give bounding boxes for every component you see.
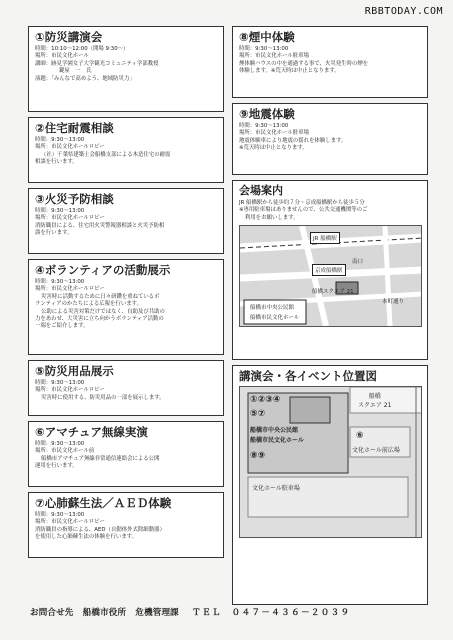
aed-line: を使用した心肺蘇生法の体験を行います。 (35, 534, 137, 541)
venue-line: JR 船橋駅から徒歩約７分・京成船橋駅から徒歩５分 (239, 200, 365, 206)
volunteer-line: 場所：市民文化ホールロビー (35, 286, 105, 293)
volunteer-line: 災害時に活動するために日々研鑽を重ねているボ (41, 293, 160, 300)
jr-station-label: JR 船橋駅 (310, 232, 340, 244)
radio-line: 運用を行います。 (35, 463, 78, 470)
venue-title: 会場案内 (239, 184, 283, 197)
volunteer-line: 力をあわせ、大災害に立ち向かうボランティア活動の (35, 316, 164, 323)
contact-dept: 危機管理課 (135, 608, 179, 618)
quake-line: 時間：9:30～13:00 (239, 123, 289, 129)
smoke-line: 時間：9:30～13:00 (239, 46, 289, 52)
lecture-section (28, 26, 224, 112)
lecture-line: 演題：「みんなで高めよう、地域防災力」 (35, 75, 135, 82)
contact-office: 船橋市役所 (82, 608, 127, 618)
radio-line: 時間：9:30～13:00 (35, 441, 85, 447)
quake-line: 場所：市民文化ホール駐車場 (239, 130, 309, 137)
contact-phone: ＴＥＬ ０４７－４３６－２０３９ (192, 608, 351, 618)
lecture-title: ①防災講演会 (35, 30, 103, 44)
volunteer-line: 時間：9:30～13:00 (35, 279, 85, 285)
goods-line: 場所：市民文化ホールロビー (35, 387, 105, 394)
goods-line: 時間：9:30～13:00 (35, 380, 85, 386)
volunteer-line: 公助による災害対策だけではなく、自助及び共助の (41, 308, 165, 315)
layout-section (232, 365, 428, 605)
left-column (28, 26, 224, 563)
aed-title: ⑦心肺蘇生法／ＡＥＤ体験 (35, 496, 172, 510)
smoke-line: 煙体験ハウスの中を通過する事で、火災発生時の煙を (239, 60, 369, 67)
housing-line: 相談を行います。 (35, 159, 78, 166)
goods-section (28, 360, 224, 416)
smoke-section (232, 26, 428, 98)
site-watermark: RBBTODAY.COM (364, 6, 443, 17)
quake-title: ⑨地震体験 (239, 107, 295, 121)
aed-line: 場所：市民文化ホールロビー (35, 519, 105, 526)
honcho-street-label: 本町通り (382, 299, 405, 306)
quake-line: ※荒天時は中止となります。 (239, 145, 308, 152)
layout-community-hall-label: 船橋市中央公民館 (250, 427, 299, 434)
event-layout-shapes (240, 387, 422, 537)
fire-section (28, 188, 224, 254)
housing-line: （社）千葉県建築士会船橋支部による木造住宅の耐震 (41, 151, 171, 158)
aed-line: 消防職員の指導による、AED（自動体外式除細動器） (35, 526, 165, 533)
fire-line: 談を行います。 (35, 230, 73, 237)
right-column (232, 26, 428, 610)
aed-section (28, 492, 224, 558)
contact-label: お問合せ先 (30, 608, 74, 618)
radio-line: 船橋市アマチュア無線非常通信連絡会による公開 (41, 455, 160, 462)
lecture-line: 講師：跡見学園女子大学観光コミュニティ学部教授 (35, 60, 159, 67)
lecture-line: 時間：10:10～12:00（開場 9:30～） (35, 46, 129, 52)
venue-line: ※専用駐車場はありませんので、公共交通機関等のご (239, 207, 368, 214)
access-map (239, 225, 422, 327)
radio-title: ⑥アマチュア無線実演 (35, 425, 148, 439)
layout-numbers-row3: ⑥ (356, 431, 364, 441)
south-exit-label: 南口 (352, 259, 364, 266)
layout-numbers-row4: ⑧⑨ (250, 451, 266, 461)
radio-line: 場所：市民文化ホール前 (35, 448, 95, 455)
square-label: 船橋 スクエア 21 (358, 393, 392, 409)
contact-footer (30, 606, 430, 618)
keisei-station-label: 京成船橋駅 (312, 264, 346, 276)
plaza-label: 文化ホール前広場 (352, 447, 400, 454)
housing-title: ②住宅耐震相談 (35, 121, 114, 135)
fire-title: ③火災予防相談 (35, 192, 114, 206)
housing-line: 場所：市民文化ホールロビー (35, 144, 105, 151)
smoke-line: 体験します。※荒天時は中止となります。 (239, 68, 340, 75)
face-building-label: 船橋スクエア 21 (312, 289, 354, 296)
culture-hall-label: 船橋市民文化ホール (248, 312, 301, 322)
smoke-line: 場所：市民文化ホール駐車場 (239, 53, 309, 60)
layout-culture-hall-label: 船橋市民文化ホール (250, 437, 304, 444)
parking-label: 文化ホール駐車場 (252, 485, 300, 492)
smoke-title: ⑧煙中体験 (239, 30, 295, 44)
quake-line: 地震体験車により地震の揺れを体験します。 (239, 137, 347, 144)
goods-title: ⑤防災用品展示 (35, 364, 114, 378)
quake-section (232, 103, 428, 175)
fire-line: 時間：9:30～13:00 (35, 208, 85, 214)
lecture-line: 場所：市民文化ホール (35, 53, 89, 60)
event-layout-map (239, 386, 422, 538)
lecture-line: 鍵屋 一 氏 (59, 68, 92, 75)
venue-line: 利用をお願いします。 (245, 214, 299, 221)
layout-title: 講演会・各イベント位置図 (239, 369, 377, 383)
volunteer-line: ランティアのかたちによる広報を行います。 (35, 301, 142, 308)
fire-line: 場所：市民文化ホールロビー (35, 215, 105, 222)
volunteer-section (28, 259, 224, 355)
aed-line: 時間：9:30～13:00 (35, 512, 85, 518)
housing-section (28, 117, 224, 183)
layout-numbers-row1: ①②③④ (250, 395, 281, 405)
community-hall-label: 船橋市中央公民館 (248, 302, 296, 312)
layout-numbers-row2: ⑤⑦ (250, 409, 266, 419)
housing-line: 時間：9:30～13:00 (35, 137, 85, 143)
volunteer-line: 一端をご紹介します。 (35, 323, 89, 330)
goods-line: 災害時に使用する、防災用品の一部を展示します。 (41, 394, 165, 401)
radio-section (28, 421, 224, 487)
venue-section (232, 180, 428, 360)
volunteer-title: ④ボランティアの活動展示 (35, 263, 171, 277)
fire-line: 消防職員による、住宅用火災警報器相談と火災予防相 (35, 222, 165, 229)
